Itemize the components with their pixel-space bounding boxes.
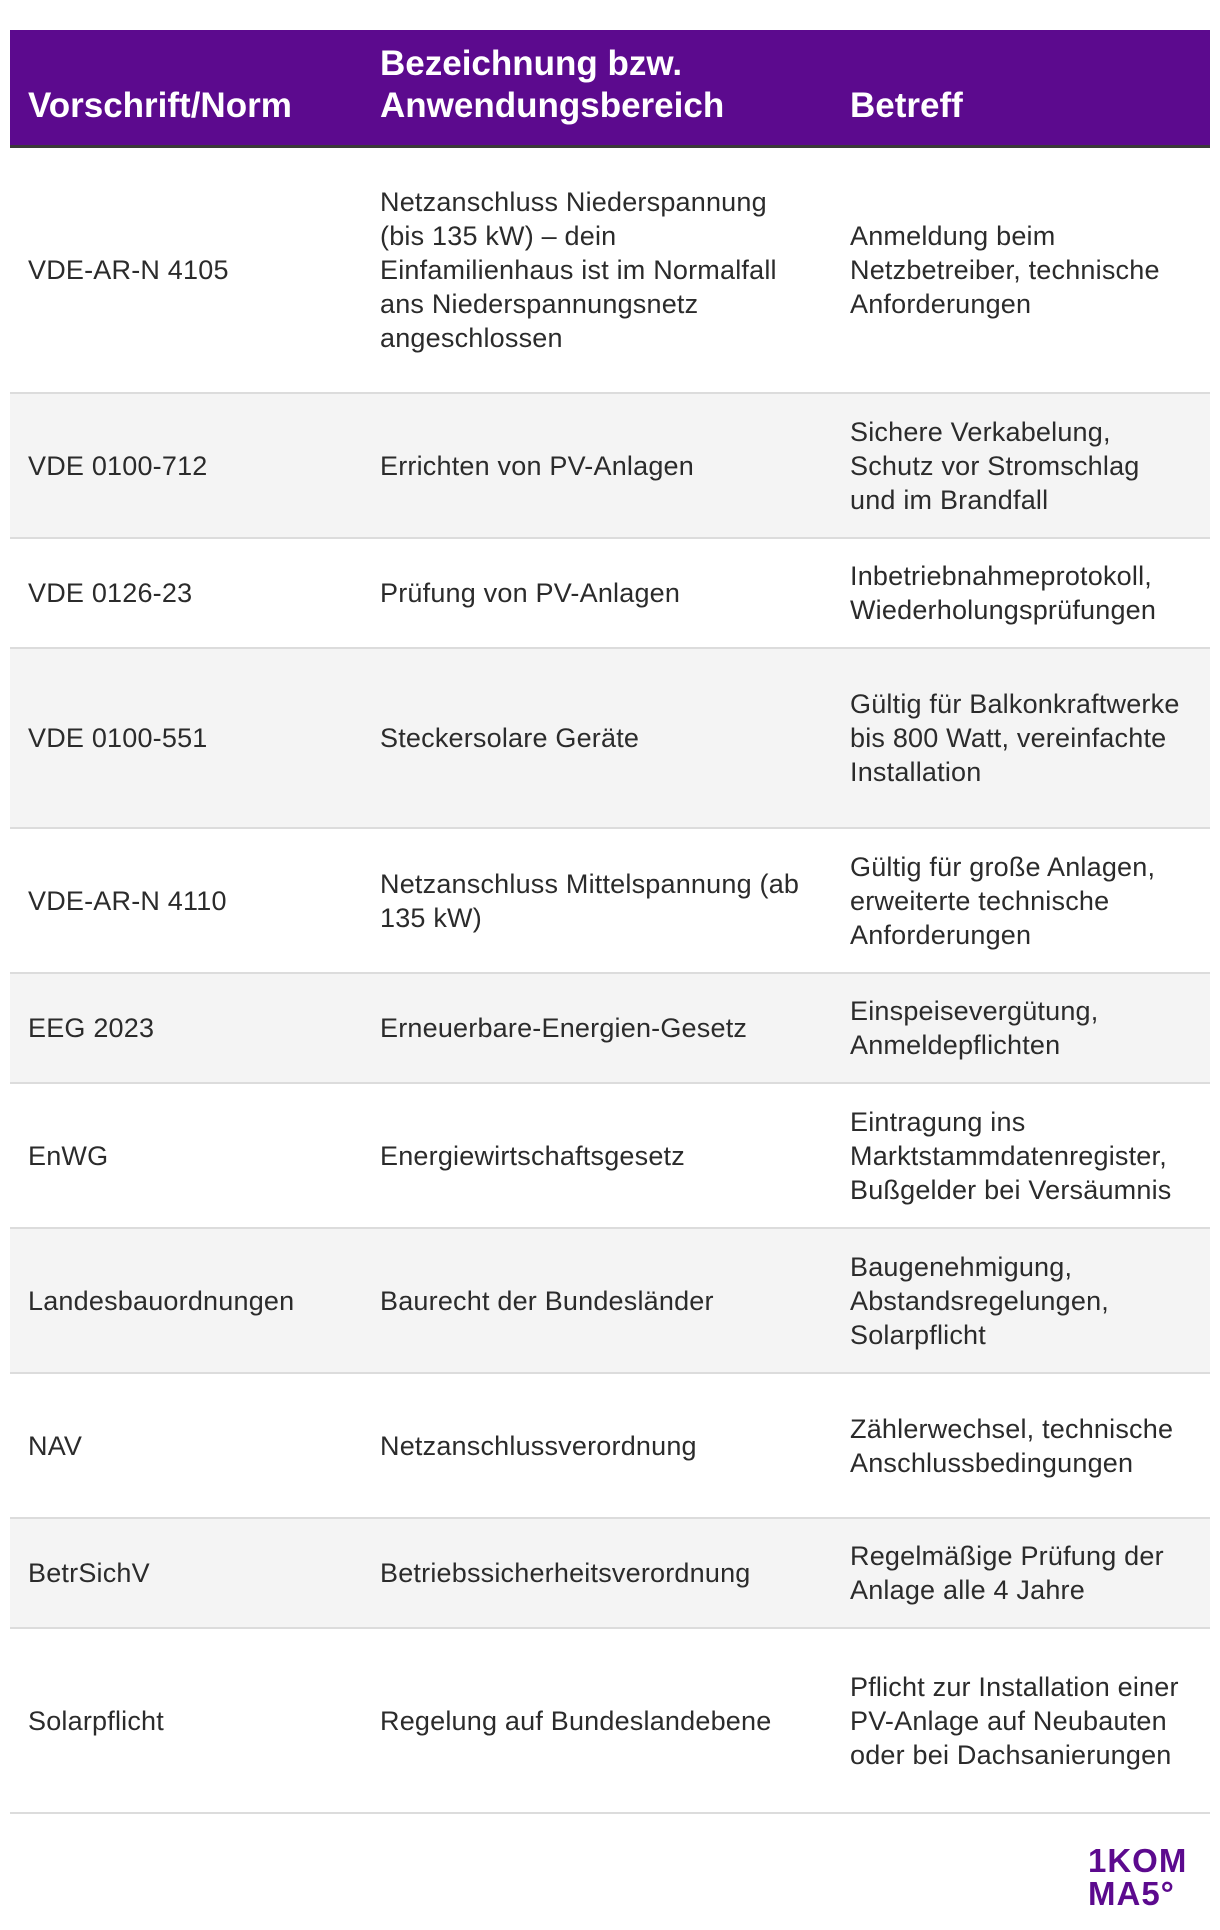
cell-regulation: VDE 0100-551 xyxy=(28,723,208,753)
cell-designation: Erneuerbare-Energien-Gesetz xyxy=(380,1013,748,1043)
cell-subject: Anmeldung beim Netzbetreiber, technische Anforderungen xyxy=(850,221,1160,319)
cell-subject: Pflicht zur Installation einer PV-Anlage auf Neubauten oder bei Dachsanierungen xyxy=(850,1671,1179,1770)
table-body xyxy=(10,148,1210,1814)
cell-regulation: Landesbauordnungen xyxy=(28,1285,295,1316)
table-row xyxy=(10,1229,1210,1374)
brand-logo xyxy=(1088,1844,1203,1910)
cell-regulation: VDE-AR-N 4105 xyxy=(28,255,229,285)
logo-line-1: 1KOM xyxy=(1088,1842,1188,1879)
cell-designation: Energiewirtschaftsgesetz xyxy=(380,1140,685,1171)
table-row xyxy=(10,829,1210,974)
header-regulation: Vorschrift/Norm xyxy=(28,86,292,125)
cell-regulation: VDE 0100-712 xyxy=(28,450,208,481)
cell-regulation: BetrSichV xyxy=(28,1558,150,1588)
table-row xyxy=(10,148,1210,394)
table-header xyxy=(10,30,1210,148)
cell-designation: Netzanschluss Mittelspannung (ab 135 kW) xyxy=(380,868,800,933)
cell-designation: Errichten von PV-Anlagen xyxy=(380,450,694,481)
cell-subject: Regelmäßige Prüfung der Anlage alle 4 Jahre xyxy=(850,1541,1164,1605)
cell-designation: Prüfung von PV-Anlagen xyxy=(380,578,681,608)
header-subject: Betreff xyxy=(850,86,963,125)
cell-regulation: VDE-AR-N 4110 xyxy=(28,885,227,916)
cell-subject: Sichere Verkabelung, Schutz vor Stromschlag und im Brandfall xyxy=(850,416,1140,515)
cell-regulation: VDE 0126-23 xyxy=(28,578,193,608)
table-row xyxy=(10,1629,1210,1814)
table-row xyxy=(10,1519,1210,1629)
cell-designation: Steckersolare Geräte xyxy=(380,723,640,753)
cell-designation: Baurecht der Bundesländer xyxy=(380,1285,714,1316)
cell-regulation: NAV xyxy=(28,1430,83,1461)
table-row xyxy=(10,394,1210,539)
cell-subject: Zählerwechsel, technische Anschlussbedingungen xyxy=(850,1413,1174,1478)
cell-designation: Netzanschluss Niederspannung (bis 135 kW) – dein Einfamilienhaus ist im Normalfall ans Niederspannungsnetz angeschlossen xyxy=(380,187,777,353)
table-row xyxy=(10,1374,1210,1519)
regulations-table xyxy=(10,30,1210,1814)
cell-regulation: EnWG xyxy=(28,1140,109,1171)
cell-subject: Eintragung ins Marktstammdatenregister, Bußgelder bei Versäumnis xyxy=(850,1106,1172,1205)
cell-designation: Betriebssicherheitsverordnung xyxy=(380,1558,751,1588)
cell-regulation: Solarpflicht xyxy=(28,1705,164,1736)
header-designation: Bezeichnung bzw. Anwendungsbereich xyxy=(380,44,725,125)
table-row xyxy=(10,649,1210,829)
logo-line-2: MA5° xyxy=(1088,1875,1175,1912)
cell-subject: Gültig für große Anlagen, erweiterte technische Anforderungen xyxy=(850,851,1156,950)
cell-regulation: EEG 2023 xyxy=(28,1013,155,1043)
cell-designation: Regelung auf Bundeslandebene xyxy=(380,1705,772,1736)
cell-subject: Gültig für Balkonkraftwerke bis 800 Watt, vereinfachte Installation xyxy=(850,689,1180,787)
cell-subject: Einspeisevergütung, Anmeldepflichten xyxy=(850,996,1099,1060)
table-row xyxy=(10,1084,1210,1229)
cell-subject: Baugenehmigung, Abstandsregelungen, Solarpflicht xyxy=(850,1251,1109,1350)
table-row xyxy=(10,974,1210,1084)
table-row xyxy=(10,539,1210,649)
cell-designation: Netzanschlussverordnung xyxy=(380,1430,697,1461)
cell-subject: Inbetriebnahmeprotokoll, Wiederholungsprüfungen xyxy=(850,561,1157,625)
